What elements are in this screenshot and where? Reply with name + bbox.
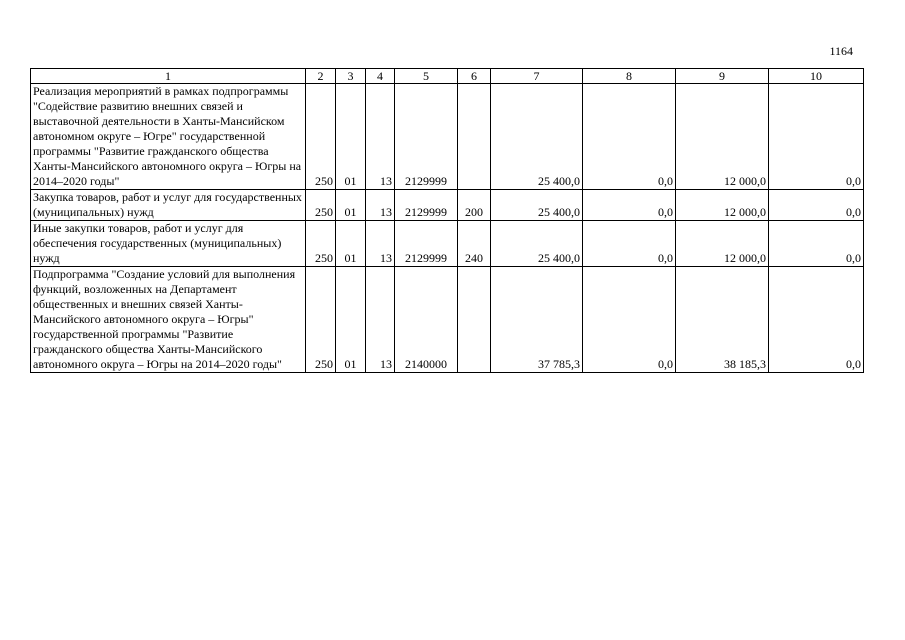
row-name: Закупка товаров, работ и услуг для государственных (муниципальных) нужд (31, 190, 306, 221)
row-name: Реализация мероприятий в рамках подпрограммы "Содействие развитию внешних связей и выставочной деятельности в Ханты-Мансийском автономном округе – Югре" государственной программы "Развитие гражданского общества Ханты-Мансийского автономного округа – Югры на 2014–2020 годы" (31, 84, 306, 190)
column-header: 6 (458, 69, 491, 84)
cell-amount-8: 0,0 (583, 267, 676, 373)
column-header: 10 (769, 69, 864, 84)
cell-code-5: 2129999 (395, 84, 458, 190)
cell-code-2: 250 (306, 221, 336, 267)
cell-code-5: 2129999 (395, 190, 458, 221)
cell-code-6: 200 (458, 190, 491, 221)
cell-amount-7: 37 785,3 (491, 267, 583, 373)
column-header: 1 (31, 69, 306, 84)
column-header: 4 (366, 69, 395, 84)
table-row (31, 267, 864, 373)
cell-amount-8: 0,0 (583, 190, 676, 221)
cell-amount-9: 12 000,0 (676, 84, 769, 190)
cell-amount-9: 12 000,0 (676, 221, 769, 267)
header-row (31, 69, 864, 84)
cell-amount-7: 25 400,0 (491, 190, 583, 221)
column-header: 5 (395, 69, 458, 84)
cell-code-5: 2129999 (395, 221, 458, 267)
cell-code-3: 01 (336, 84, 366, 190)
cell-code-4: 13 (366, 221, 395, 267)
cell-amount-8: 0,0 (583, 84, 676, 190)
column-header: 3 (336, 69, 366, 84)
cell-amount-10: 0,0 (769, 267, 864, 373)
cell-code-2: 250 (306, 190, 336, 221)
column-header: 8 (583, 69, 676, 84)
table-row (31, 190, 864, 221)
cell-code-3: 01 (336, 221, 366, 267)
cell-amount-9: 38 185,3 (676, 267, 769, 373)
cell-amount-7: 25 400,0 (491, 84, 583, 190)
cell-code-4: 13 (366, 84, 395, 190)
column-header: 7 (491, 69, 583, 84)
cell-code-3: 01 (336, 190, 366, 221)
cell-code-6: 240 (458, 221, 491, 267)
table-row (31, 84, 864, 190)
cell-code-3: 01 (336, 267, 366, 373)
cell-amount-9: 12 000,0 (676, 190, 769, 221)
cell-amount-8: 0,0 (583, 221, 676, 267)
row-name: Иные закупки товаров, работ и услуг для обеспечения государственных (муниципальных) нужд (31, 221, 306, 267)
cell-code-4: 13 (366, 190, 395, 221)
cell-code-2: 250 (306, 84, 336, 190)
row-name: Подпрограмма "Создание условий для выполнения функций, возложенных на Департамент общественных и внешних связей Ханты-Мансийского автономного округа – Югры" государственной программы "Развитие гражданского общества Ханты-Мансийского автономного округа – Югры на 2014–2020 годы" (31, 267, 306, 373)
cell-code-5: 2140000 (395, 267, 458, 373)
column-header: 9 (676, 69, 769, 84)
cell-amount-10: 0,0 (769, 84, 864, 190)
cell-code-2: 250 (306, 267, 336, 373)
page-number: 1164 (829, 44, 853, 58)
cell-amount-10: 0,0 (769, 221, 864, 267)
cell-amount-7: 25 400,0 (491, 221, 583, 267)
cell-code-4: 13 (366, 267, 395, 373)
table-row (31, 221, 864, 267)
budget-table (30, 68, 864, 373)
column-header: 2 (306, 69, 336, 84)
cell-code-6 (458, 267, 491, 373)
cell-amount-10: 0,0 (769, 190, 864, 221)
cell-code-6 (458, 84, 491, 190)
